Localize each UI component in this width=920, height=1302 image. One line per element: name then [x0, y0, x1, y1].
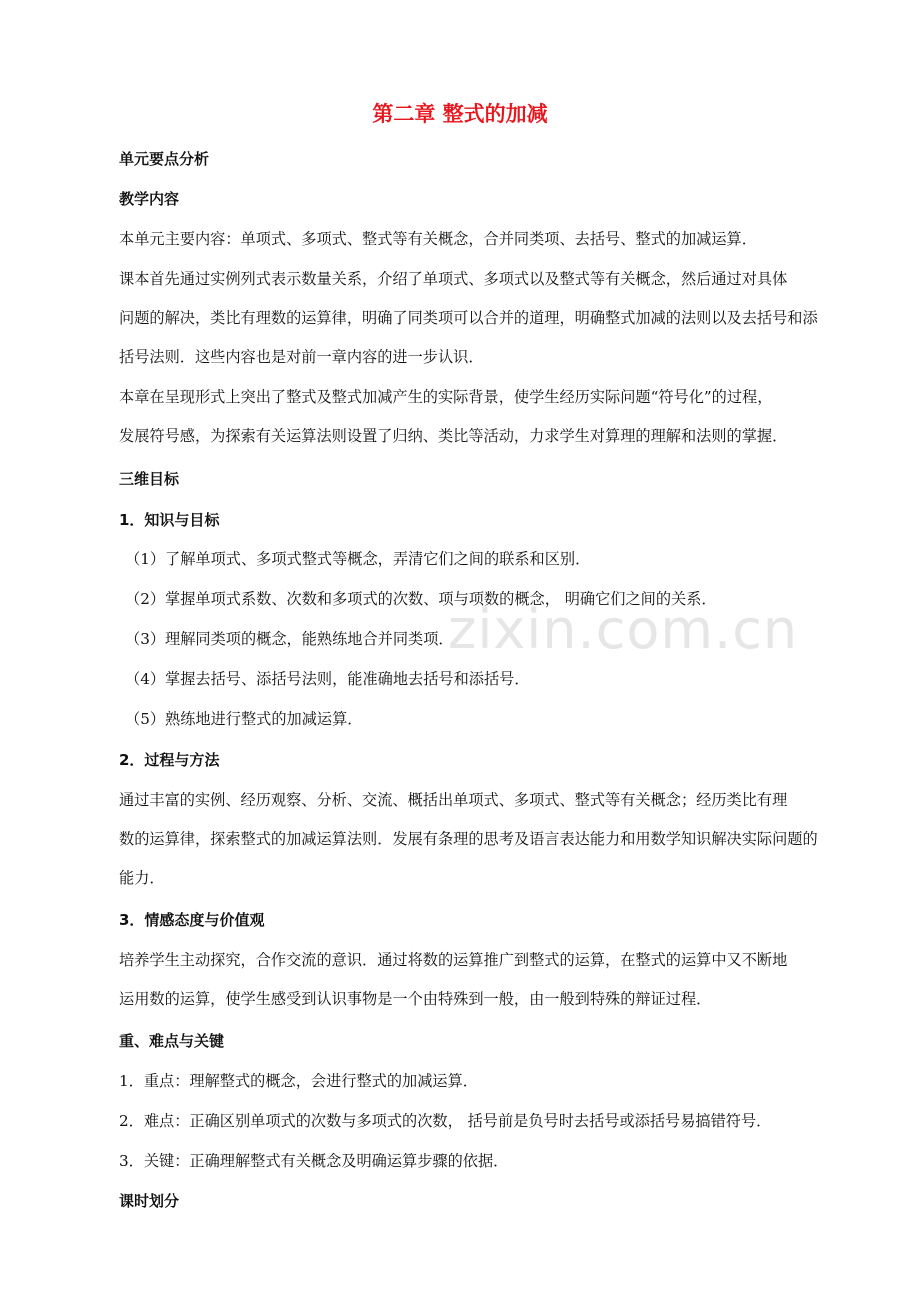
heading-goal-process: 2．过程与方法: [119, 751, 220, 769]
paragraph-line: 通过丰富的实例、经历观察、分析、交流、概括出单项式、多项式、整式等有关概念；经历类比有理: [119, 791, 788, 809]
keypoint-item: 1．重点：理解整式的概念，会进行整式的加减运算．: [119, 1072, 478, 1090]
paragraph-line: 本章在呈现形式上突出了整式及整式加减产生的实际背景，使学生经历实际问题“符号化”的过程，: [119, 388, 773, 406]
paragraph-line: 能力．: [119, 869, 165, 887]
heading-unit-analysis: 单元要点分析: [119, 150, 210, 168]
paragraph-line: 数的运算律，探索整式的加减运算法则．发展有条理的思考及语言表达能力和用数学知识解决实际问题的: [119, 830, 818, 848]
keypoint-item: 3．关键：正确理解整式有关概念及明确运算步骤的依据．: [119, 1152, 509, 1170]
watermark: zixin.com.cn: [448, 598, 799, 661]
list-item: （3）理解同类项的概念，能熟练地合并同类项．: [125, 630, 454, 648]
list-item: （2）掌握单项式系数、次数和多项式的次数、项与项数的概念， 明确它们之间的关系．: [125, 590, 717, 608]
paragraph-line: 发展符号感，为探索有关运算法则设置了归纳、类比等活动，力求学生对算理的理解和法则的掌握．: [119, 427, 788, 445]
list-item: （4）掌握去括号、添括号法则，能准确地去括号和添括号．: [125, 670, 530, 688]
list-item: （5）熟练地进行整式的加减运算．: [125, 710, 363, 728]
heading-content: 教学内容: [119, 190, 180, 208]
paragraph-line: 运用数的运算，使学生感受到认识事物是一个由特殊到一般，由一般到特殊的辩证过程．: [119, 990, 712, 1008]
paragraph-line: 课本首先通过实例列式表示数量关系，介绍了单项式、多项式以及整式等有关概念，然后通过对具体: [119, 270, 788, 288]
list-item: （1）了解单项式、多项式整式等概念，弄清它们之间的联系和区别．: [125, 550, 591, 568]
paragraph-line: 本单元主要内容：单项式、多项式、整式等有关概念，合并同类项、去括号、整式的加减运算．: [119, 230, 757, 248]
heading-periods: 课时划分: [119, 1192, 180, 1210]
paragraph-line: 培养学生主动探究，合作交流的意识．通过将数的运算推广到整式的运算，在整式的运算中又不断地: [119, 951, 788, 969]
heading-goal-attitude: 3．情感态度与价值观: [119, 911, 265, 929]
paragraph-line: 括号法则．这些内容也是对前一章内容的进一步认识．: [119, 348, 484, 366]
heading-keypoints: 重、难点与关键: [119, 1032, 225, 1050]
keypoint-item: 2．难点：正确区别单项式的次数与多项式的次数， 括号前是负号时去括号或添括号易搞错符号．: [119, 1112, 772, 1130]
heading-goal-knowledge: 1．知识与目标: [119, 511, 220, 529]
paragraph-line: 问题的解决，类比有理数的运算律，明确了同类项可以合并的道理，明确整式加减的法则以及去括号和添: [119, 309, 818, 327]
heading-goals: 三维目标: [119, 470, 180, 488]
chapter-title: 第二章 整式的加减: [372, 102, 548, 126]
